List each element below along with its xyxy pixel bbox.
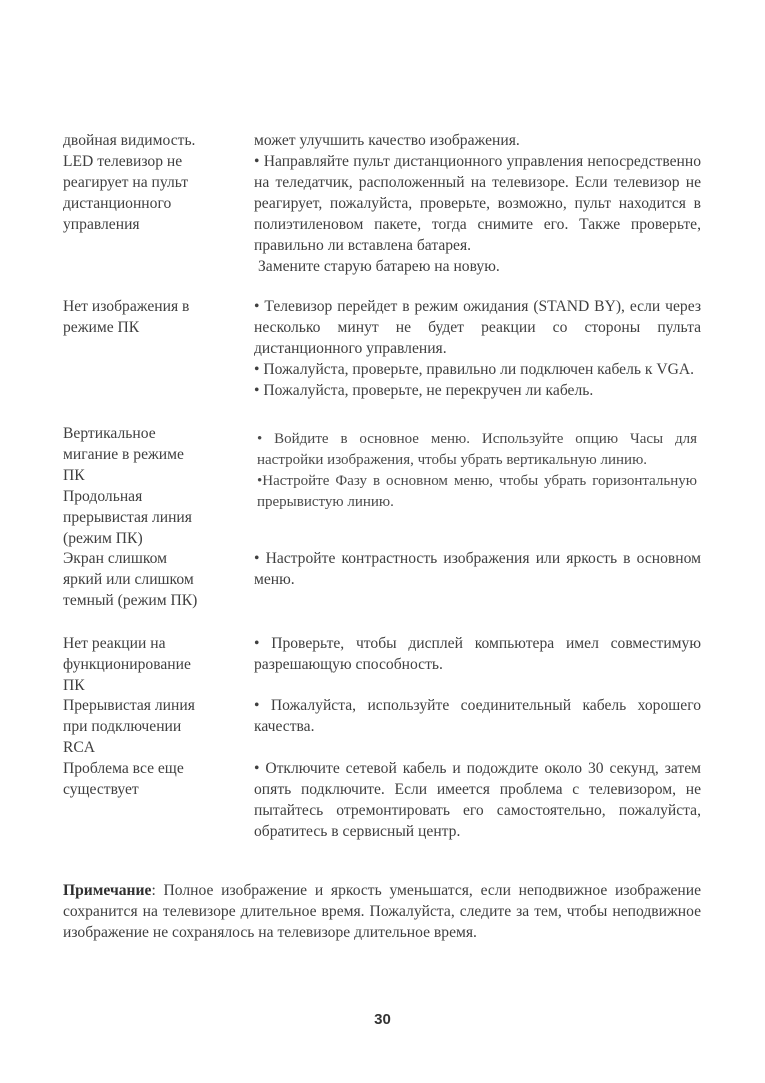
solution-cell [254, 758, 701, 842]
solution-text: Замените старую батарею на новую. [258, 258, 500, 275]
solution-cell [254, 695, 701, 737]
page-number: 30 [374, 1011, 391, 1028]
solution-text: •Настройте Фазу в основном меню, чтобы убрать горизонтальную прерывистую линию. [257, 473, 697, 510]
solution-text: может улучшить качество изображения. [254, 132, 520, 149]
note-paragraph [63, 880, 701, 943]
problem-cell: Проблема все еще существует [63, 760, 184, 798]
solution-cell [254, 296, 701, 401]
solution-text: • Пожалуйста, проверьте, не перекручен ли кабель. [254, 382, 594, 399]
problem-cell: Нет изображения в режиме ПК [63, 298, 190, 336]
solution-text: • Проверьте, чтобы дисплей компьютера имел совместимую разрешающую способность. [254, 635, 701, 673]
problem-cell: Вертикальное мигание в режиме ПК Продольная прерывистая линия (режим ПК) [63, 425, 192, 547]
solution-cell [254, 429, 701, 513]
solution-text: • Телевизор перейдет в режим ожидания (STAND BY), если через несколько минут не будет реакции со стороны пульта дистанционного управления. [254, 298, 701, 357]
solution-cell [254, 130, 701, 151]
solution-cell [254, 633, 701, 675]
problem-cell: Прерывистая линия при подключении RCA [63, 697, 195, 756]
solution-cell [254, 151, 701, 277]
problem-cell: Нет реакции на функционирование ПК [63, 635, 191, 694]
note-label: Примечание [63, 882, 152, 899]
problem-cell: LED телевизор не реагирует на пульт дистанционного управления [63, 153, 189, 233]
solution-cell [254, 548, 701, 590]
problem-cell: двойная видимость. [63, 132, 196, 149]
solution-text: • Направляйте пульт дистанционного управления непосредственно на теледатчик, расположенный на телевизоре. Если телевизор не реагирует, пожалуйста, проверьте, возможно, пульт находится в полиэтиленовом пакете, тогда снимите его. Также проверьте, правильно ли вставлена батарея. [254, 153, 701, 254]
solution-text: • Пожалуйста, проверьте, правильно ли подключен кабель к VGA. [254, 361, 695, 378]
problem-cell: Экран слишком яркий или слишком темный (режим ПК) [63, 550, 198, 609]
solution-text: • Войдите в основное меню. Используйте опцию Часы для настройки изображения, чтобы убрать вертикальную линию. [257, 431, 697, 468]
solution-text: • Пожалуйста, используйте соединительный кабель хорошего качества. [254, 697, 701, 735]
solution-text: • Отключите сетевой кабель и подождите около 30 секунд, затем опять подключите. Если имеется проблема с телевизором, не пытайтесь отремонтировать его самостоятельно, пожалуйста, обратитесь в сервисный центр. [254, 760, 701, 840]
note-text: : Полное изображение и яркость уменьшатся, если неподвижное изображение сохранится на телевизоре длительное время. Пожалуйста, следите за тем, чтобы неподвижное изображение не сохранялось на телевизоре длительное время. [63, 882, 701, 941]
solution-text: • Настройте контрастность изображения или яркость в основном меню. [254, 550, 701, 588]
